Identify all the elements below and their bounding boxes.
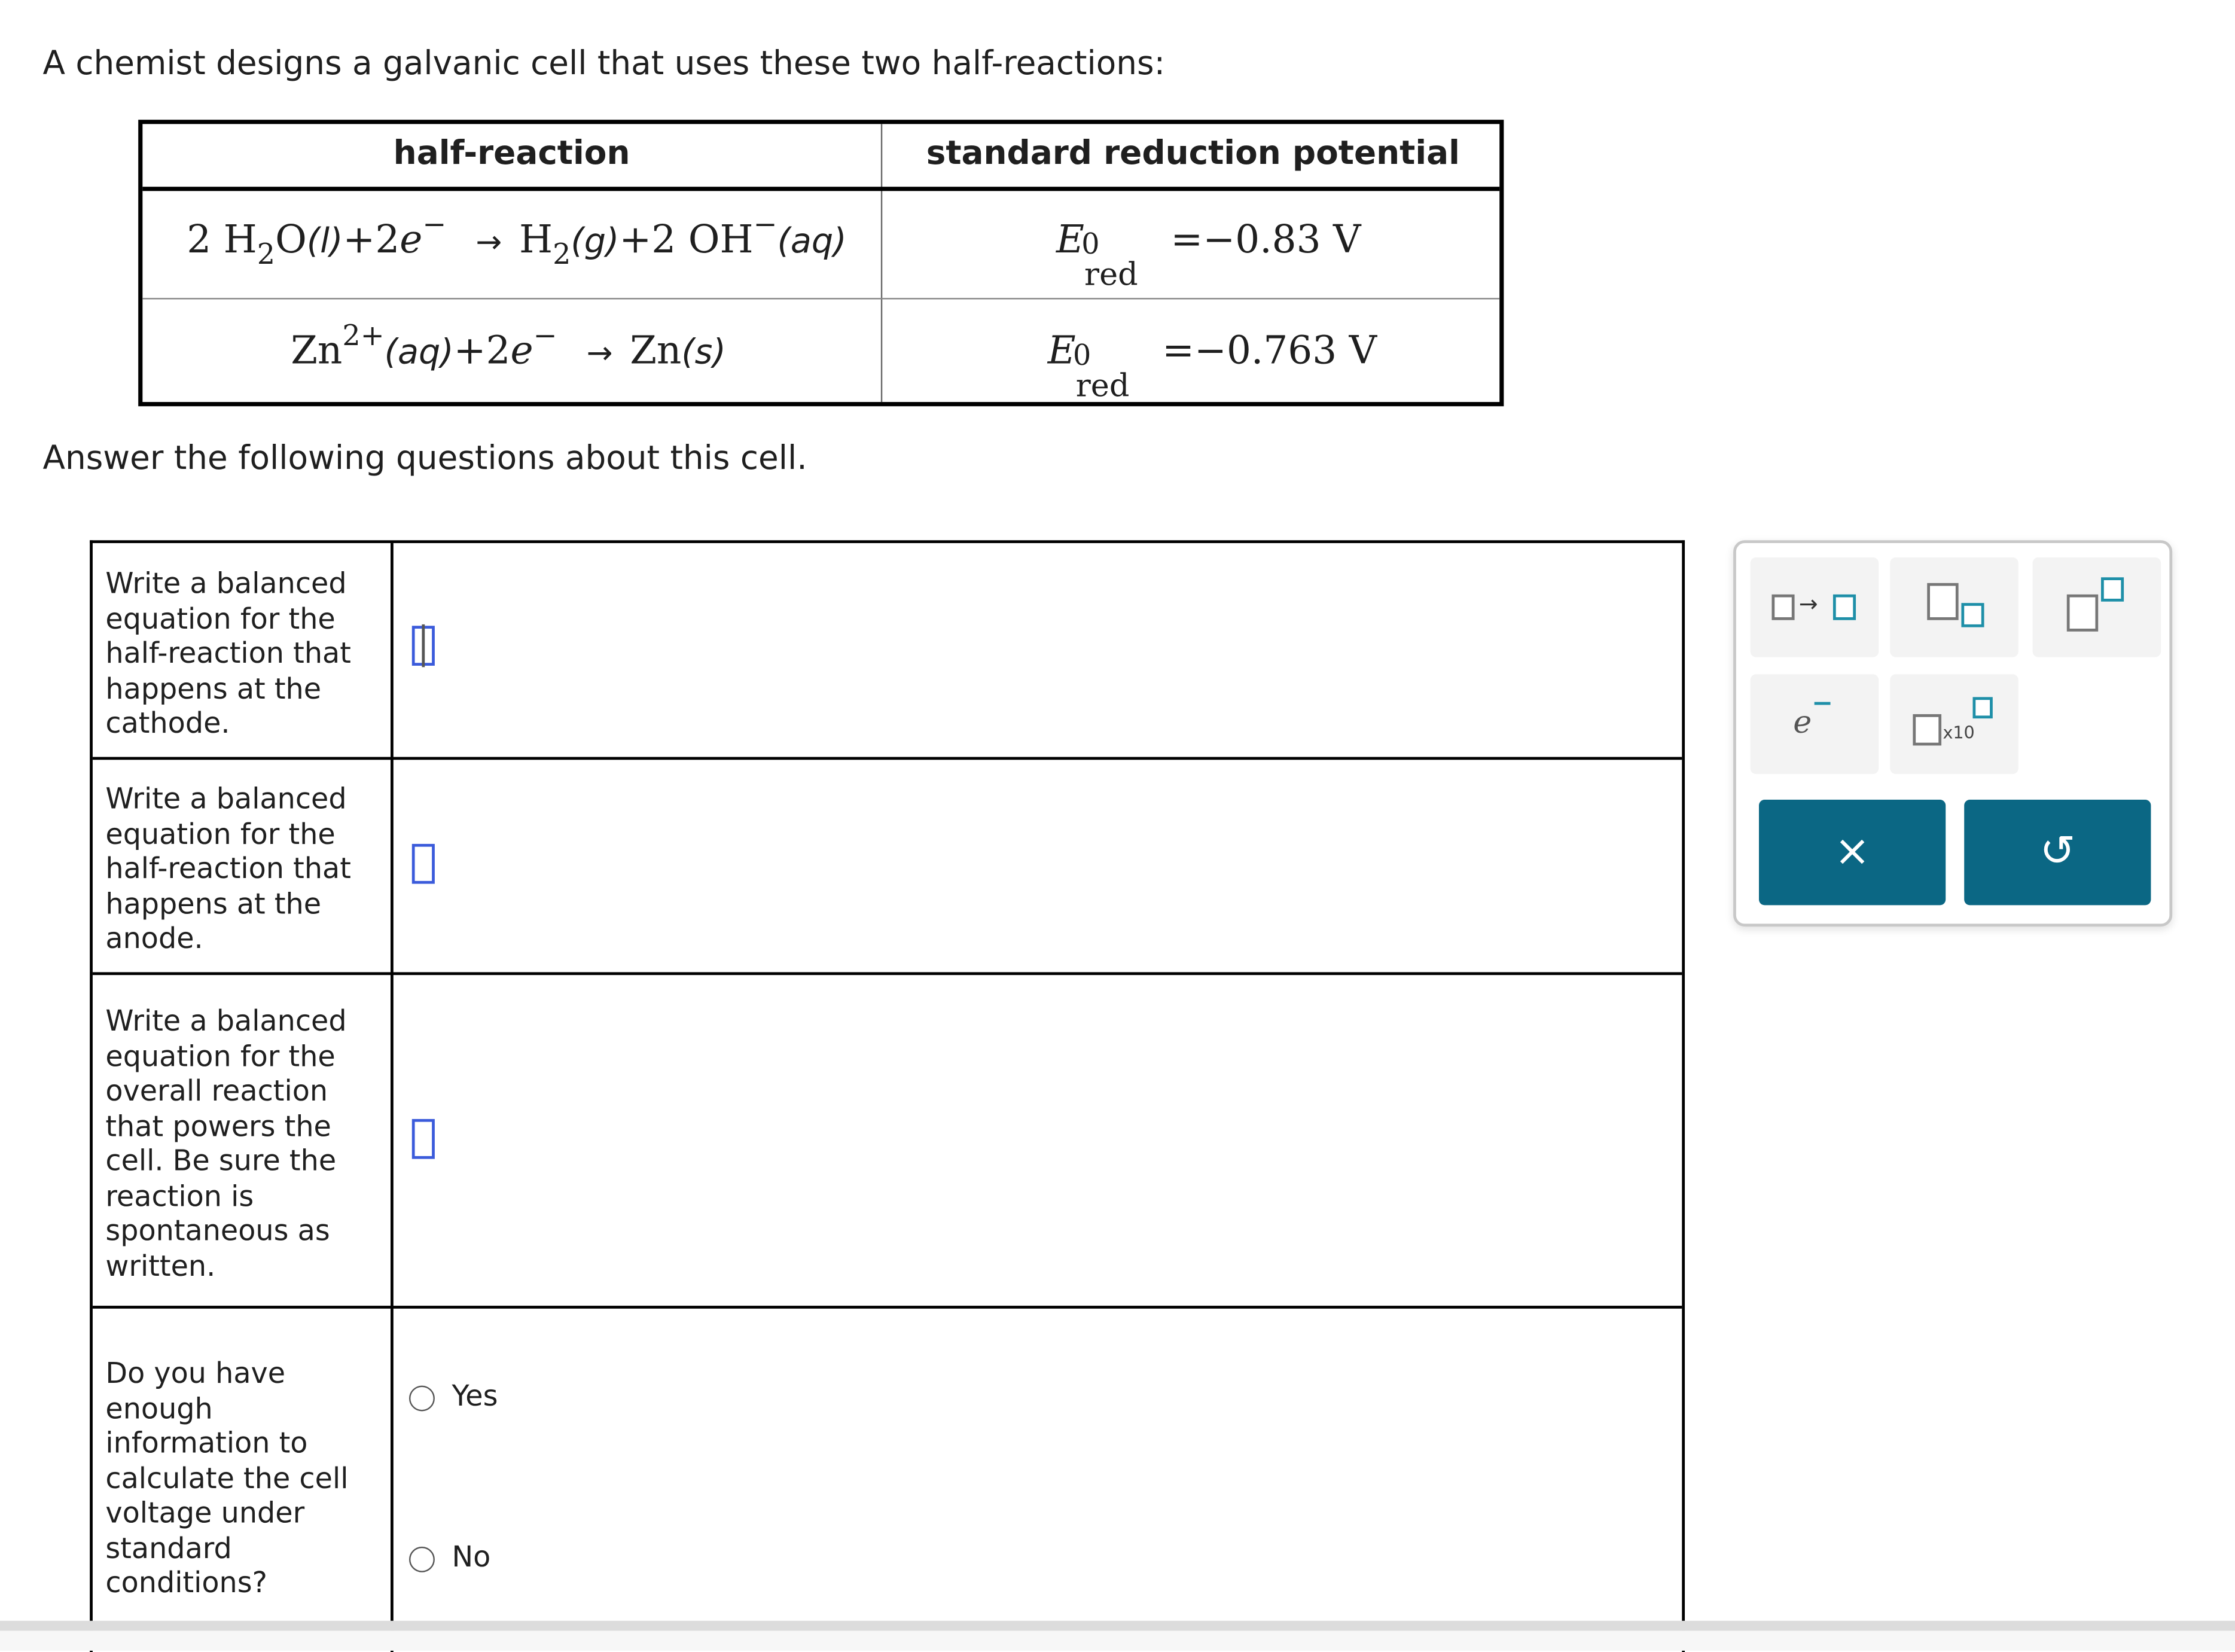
arrow-icon: → xyxy=(1798,590,1818,617)
no-radio[interactable] xyxy=(409,1547,435,1572)
question-cathode: Write a balanced equation for the half-reaction that happens at the cathode. xyxy=(105,566,351,740)
bottom-divider xyxy=(0,1621,2235,1631)
subscript-box-icon xyxy=(1961,603,1984,627)
column-header-potential: standard reduction potential xyxy=(926,135,1460,173)
superscript-box-icon xyxy=(2101,577,2124,602)
undo-button[interactable] xyxy=(1964,800,2151,905)
reaction-1: 2 $H_2O(l)+2e^- \to H_2(g)+2$ OH−(aq) xyxy=(187,206,847,271)
reaction-arrow-icon: → xyxy=(475,225,502,261)
cathode-answer-input[interactable] xyxy=(412,626,435,666)
reaction-arrow-button[interactable] xyxy=(1751,557,1879,657)
text-cursor xyxy=(422,624,425,667)
anode-answer-input[interactable] xyxy=(412,844,435,884)
questions-table xyxy=(90,540,1685,1652)
clear-button[interactable] xyxy=(1759,800,1946,905)
superscript-button[interactable] xyxy=(2033,557,2161,657)
reaction-arrow-icon: → xyxy=(586,336,613,373)
subscript-button[interactable] xyxy=(1890,557,2018,657)
question-enough-info: Do you have enough information to calculate the cell voltage under standard conditions? xyxy=(105,1355,349,1600)
half-reaction-table xyxy=(138,120,1504,406)
potential-2: E 0 red =−0.763 V xyxy=(1047,329,1377,405)
reaction-2: $Zn^{2+}(aq)+2e^- \to Zn(s)$ xyxy=(291,318,726,374)
footer-strip xyxy=(0,1630,2235,1650)
undo-icon: ↺ xyxy=(2039,827,2076,877)
box-icon xyxy=(2067,595,2098,632)
yes-radio[interactable] xyxy=(409,1386,435,1412)
electron-icon: e xyxy=(1793,705,1812,742)
box-icon xyxy=(1913,714,1941,745)
yes-label[interactable]: Yes xyxy=(452,1378,498,1413)
scientific-notation-button[interactable]: x10 xyxy=(1890,674,2018,774)
no-label[interactable]: No xyxy=(452,1539,491,1574)
potential-1: E 0 red =−0.83 V xyxy=(1056,218,1361,294)
box-icon xyxy=(1771,595,1794,620)
close-icon: × xyxy=(1834,827,1871,877)
overall-answer-input[interactable] xyxy=(412,1119,435,1159)
question-anode: Write a balanced equation for the half-reaction that happens at the anode. xyxy=(105,781,351,955)
box-icon xyxy=(1833,595,1856,620)
box-icon xyxy=(1927,583,1958,620)
question-overall: Write a balanced equation for the overall reaction that powers the cell. Be sure the reaction is spontaneous as written. xyxy=(105,1003,347,1282)
column-header-half-reaction: half-reaction xyxy=(393,135,630,173)
exponent-box-icon xyxy=(1972,697,1992,718)
problem-intro: A chemist designs a galvanic cell that uses these two half-reactions: xyxy=(42,45,1166,83)
electron-button[interactable]: e − xyxy=(1751,674,1879,774)
equation-palette xyxy=(1733,540,2172,926)
answer-intro: Answer the following questions about this cell. xyxy=(42,440,807,478)
